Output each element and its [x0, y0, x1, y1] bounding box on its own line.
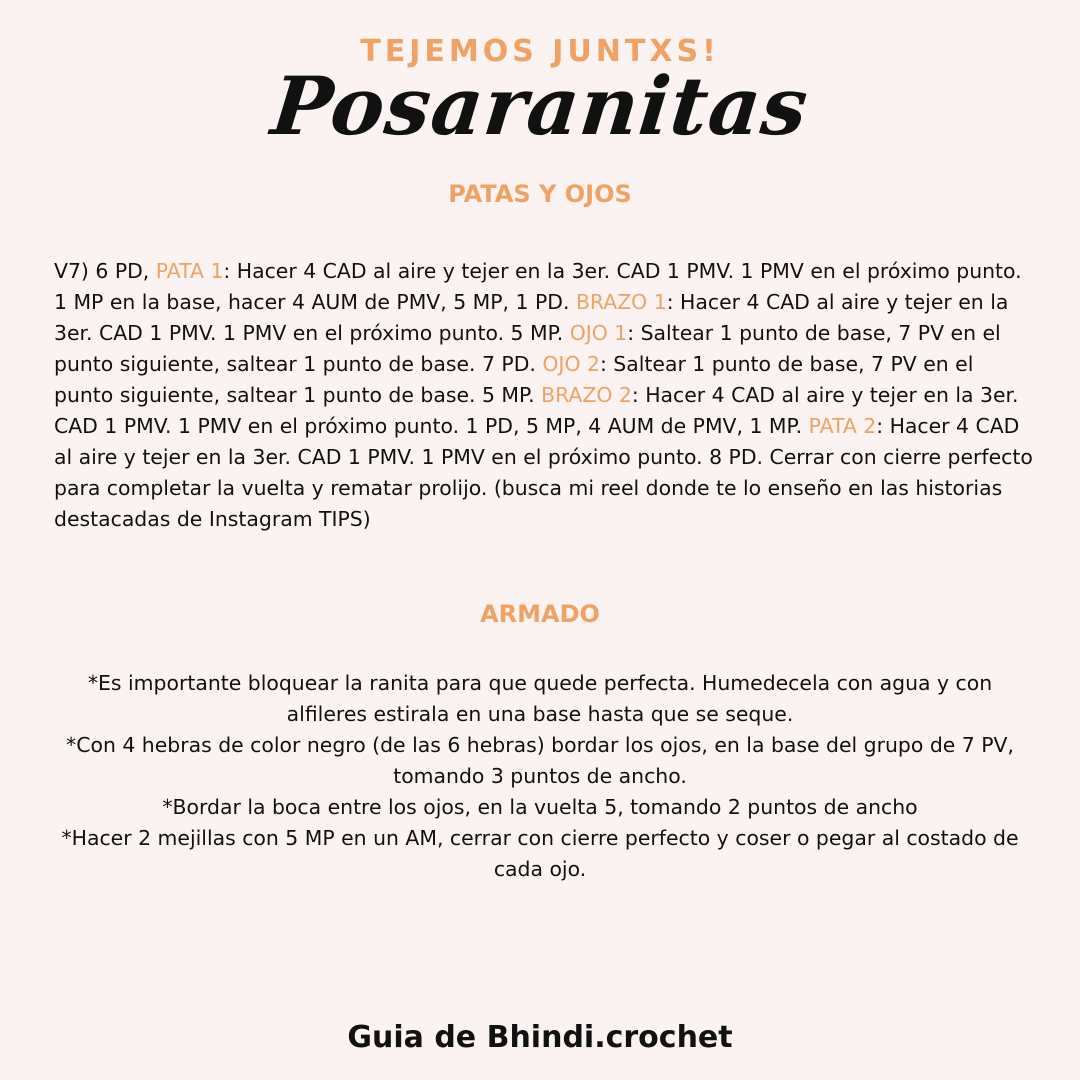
- keyword-ojo-2: OJO 2: [542, 352, 600, 376]
- pattern-text: : Saltear 1 punto de base, 7 PV en el punto siguiente, saltear 1 punto de base. 7 PD.: [54, 321, 1001, 376]
- pattern-text: : Hacer 4 CAD al aire y tejer en la 3er. CAD 1 PMV. 1 PMV en el próximo punto. 1 PD, 5 MP, 4 AUM de PMV, 1 MP.: [54, 383, 1019, 438]
- armado-step: *Con 4 hebras de color negro (de las 6 hebras) bordar los ojos, en la base del grupo de 7 PV, tomando 3 puntos de ancho.: [66, 733, 1014, 788]
- keyword-brazo-1: BRAZO 1: [575, 290, 667, 314]
- pattern-text: : Hacer 4 CAD al aire y tejer en la 3er. CAD 1 PMV. 1 PMV en el próximo punto. 5 MP.: [54, 290, 1009, 345]
- pattern-text: V7) 6 PD,: [54, 259, 156, 283]
- pattern-paragraph: [54, 256, 1034, 535]
- footer-credit: Guia de Bhindi.crochet: [347, 1020, 733, 1055]
- keyword-brazo-2: BRAZO 2: [541, 383, 632, 407]
- kicker-title: TEJEMOS JUNTXS!: [360, 34, 720, 69]
- section-title-armado: ARMADO: [480, 600, 600, 628]
- keyword-pata-1: PATA 1: [155, 259, 224, 283]
- armado-step: *Es importante bloquear la ranita para que quede perfecta. Humedecela con agua y con alfileres estirala en una base hasta que se seque.: [87, 671, 993, 726]
- keyword-ojo-1: OJO 1: [569, 321, 628, 345]
- keyword-pata-2: PATA 2: [808, 414, 877, 438]
- pattern-text: : Hacer 4 CAD al aire y tejer en la 3er. CAD 1 PMV. 1 PMV en el próximo punto. 1 MP en la base, hacer 4 AUM de PMV, 5 MP, 1 PD.: [54, 259, 1022, 314]
- script-title: Posaranitas: [267, 59, 813, 153]
- pattern-text: : Hacer 4 CAD al aire y tejer en la 3er. CAD 1 PMV. 1 PMV en el próximo punto. 8 PD. Cerrar con cierre perfecto para completar la vuelta y rematar prolijo. (busca mi reel donde te lo enseño en las historias destacadas de Instagram TIPS): [54, 414, 1033, 531]
- armado-instructions: [50, 668, 1030, 885]
- pattern-text: : Saltear 1 punto de base, 7 PV en el punto siguiente, saltear 1 punto de base. 5 MP.: [54, 352, 974, 407]
- section-title-patas-y-ojos: PATAS Y OJOS: [448, 180, 632, 208]
- armado-step: *Hacer 2 mejillas con 5 MP en un AM, cerrar con cierre perfecto y coser o pegar al costado de cada ojo.: [61, 826, 1019, 881]
- armado-step: *Bordar la boca entre los ojos, en la vuelta 5, tomando 2 puntos de ancho: [162, 795, 918, 819]
